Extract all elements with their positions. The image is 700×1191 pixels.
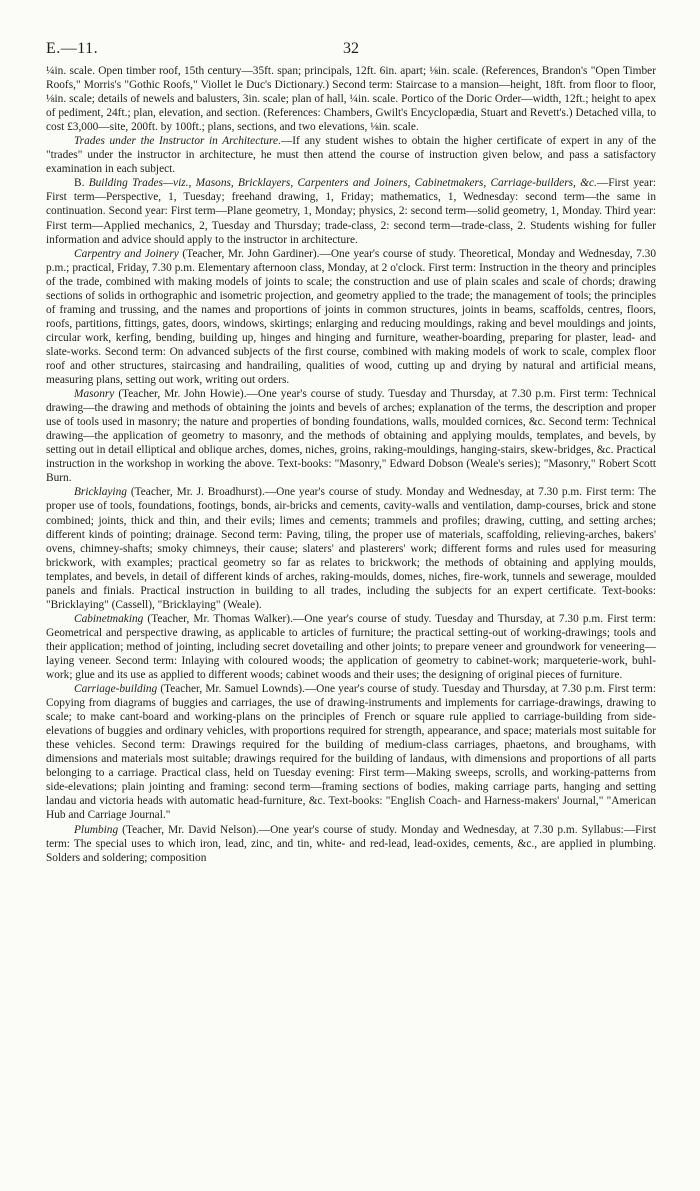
document-page	[46, 40, 656, 865]
section-heading: Cabinetmaking	[74, 612, 144, 625]
text-run: (Teacher, Mr. David Nelson).—One year's course of study. Monday and Wednesday, at 7.30 p.m. Syllabus:—First term: The special uses to which iron, lead, zinc, and tin, white- and red-lead, lead-oxides, cements, &c., are applied in plumbing. Solders and soldering; composition	[46, 823, 656, 864]
section-heading: Masonry	[74, 388, 115, 401]
section-heading: Carpentry and Joinery	[74, 247, 179, 260]
section-heading: Building Trades—viz., Masons, Bricklayers, Carpenters and Joiners, Cabinetmakers, Carriage-builders, &c.	[88, 177, 597, 190]
body-text	[46, 64, 656, 865]
text-run: (Teacher, Mr. J. Broadhurst).—One year's course of study. Monday and Wednesday, at 7.30 p.m. First term: The proper use of tools, foundations, footings, bonds, air-bricks and cements, cavity-walls and ventilation, damp-courses, brick and stone combined; joints, thick and thin, and their evils; limes and cements; trammels and profiles; drawing, cutting, and setting arches; different kinds of pointing; drainage. Second term: Paving, tiling, the proper use of materials, scaffolding, relieving-arches, bakers' ovens, chimney-shafts; smoky chimneys, their cause; slaters' and plasterers' work; different forms and rules used for measuring brickwork, with examples; practical geometry so far as relates to brickwork; the methods of obtaining and applying moulds, templates, and bevels, in detail of different kinds of arches, raking-moulds, domes, niches, fire-work, tunnels and sewerage, moulded panels and finials. Practical instruction in building to all trades, including the subjects for an expert certificate. Text-books: "Bricklaying" (Cassell), "Bricklaying" (Weale).	[46, 486, 656, 611]
text-run: (Teacher, Mr. John Gardiner).—One year's course of study. Theoretical, Monday and Wednesday, 7.30 p.m.; practical, Friday, 7.30 p.m. Elementary afternoon class, Monday, at 2 o'clock. First term: Instruction in the theory and principles of the trade, combined with making models of joints to scale; the construction and use of plain scales and scale of chords; drawing sections of solids in orthographic and isometric projection, and geometry applied to the trade; the management of tools; the principles of framing and trussing, and the names and proportions of joints in common structures, joints in beams, scaffolds, centres, floors, roofs, partitions, fittings, gates, doors, windows, skirtings; enlarging and reducing mouldings, raking and bevel mouldings and joints, circular work, kerfing, bending, building up, hinges and hinging and furniture, weather-boarding, preparing for plaster, lead- and slate-works. Second term: On advanced subjects of the first course, combined with making models of work to scale, complex floor roof and other structures, staircasing and handrailing, qualities of wood, cutting up and drying by natural and artificial means, measuring plans, setting out work, writing out orders.	[46, 247, 656, 387]
section-heading: Trades under the Instructor in Architecture.	[74, 135, 281, 148]
page-header	[46, 40, 656, 64]
text-run: (Teacher, Mr. John Howie).—One year's course of study. Tuesday and Thursday, at 7.30 p.m. First term: Technical drawing—the drawing and methods of obtaining the joints and bevels of arches; explanation of the terms, the description and proper use of tools used in masonry; the nature and properties of bonding foundations, walls, moulded cornices, &c. Second term: Technical drawing—the application of geometry to masonry, and the methods of obtaining and applying moulds, templates, and bevels, by setting out in detail elliptical and oblique arches, domes, niches, groins, raking-mouldings, hanging-stairs, skew-bridges, &c. Practical instruction in the workshop in working the above. Text-books: "Masonry," Edward Dobson (Weale's series); "Masonry," Robert Scott Burn.	[46, 388, 656, 485]
paragraph-masonry	[46, 387, 656, 485]
text-run: —First year: First term—Perspective, 1, Tuesday; freehand drawing, 1, Friday; mathematics, 1, Wednesday: second term—the same in continuation. Second year: First term—Plane geometry, 1, Monday; physics, 2: second term—solid geometry, 1, Monday. Third year: First term—Applied mechanics, 2, Tuesday and Thursday; trade-class, 2: second term—trade-class, 2. Students wishing for fuller information and advice should apply to the instructor in architecture.	[46, 177, 656, 246]
section-heading: Carriage-building	[74, 683, 158, 696]
document-reference: E.—11.	[46, 40, 99, 57]
paragraph-building-trades	[46, 176, 656, 246]
text-run: —If any student wishes to obtain the higher certificate of expert in any of the "trades" under the instructor in architecture, he must then attend the course of instruction given below, and pass a satisfactory examination in each subject.	[46, 135, 656, 176]
text-run: (Teacher, Mr. Samuel Lownds).—One year's course of study. Tuesday and Thursday, at 7.30 p.m. First term: Copying from diagrams of buggies and carriages, the use of drawing-instruments and implements for carriage-drawings, drawing to scale; to make cant-board and working-plans on the principles of French or square rule applied to carriage-building from side-elevations of buggies and ordinary vehicles, with proportions required for strength, appearance, and space; materials most suitable for these vehicles. Second term: Drawings required for the building of medium-class carriages, phaetons, and broughams, with dimensions and materials most suitable; drawings required for the building of landaus, with dimensions and proportions of all parts belonging to a carriage. Practical class, held on Tuesday evening: First term—Making sweeps, scrolls, and working-patterns from side-elevations; plain jointing and framing: second term—framing sections of bodies, making carriage parts, hanging and setting landau and victoria heads with automatic head-furniture, &c. Text-books: "English Coach- and Harness-makers' Journal," "American Hub and Carriage Journal."	[46, 683, 656, 822]
paragraph-architecture-continuation	[46, 64, 656, 134]
paragraph-cabinetmaking	[46, 612, 656, 682]
page-number: 32	[343, 40, 359, 57]
section-heading: Bricklaying	[74, 486, 127, 499]
paragraph-trades-under-instructor	[46, 134, 656, 176]
text-run: (Teacher, Mr. Thomas Walker).—One year's course of study. Tuesday and Thursday, at 7.30 p.m. First term: Geometrical and perspective drawing, as applicable to articles of furniture; the practical setting-out of working-drawings; tools and their application; method of jointing, including secret dovetailing and other joints; to prepare veneer and groundwork for veneering—laying veneer. Second term: Inlaying with coloured woods; the application of geometry to cabinet-work; marqueterie-work, buhl-work; glue and its use as applied to different woods; cabinet woods and their uses; the designing of original pieces of furniture.	[46, 612, 656, 682]
text-run: ¼in. scale. Open timber roof, 15th century—35ft. span; principals, 12ft. 6in. apart; ⅛in. scale. (References, Brandon's "Open Timber Roofs," Morris's "Gothic Roofs," Viollet le Duc's Dictionary.) Second term: Staircase to a mansion—height, 18ft. from floor to floor, ⅛in. scale; details of newels and balusters, 3in. scale; plan of hall, ¼in. scale. Portico of the Doric Order—width, 12ft.; height to apex of pediment, 24ft.; plan, elevation, and section. (References: Chambers, Gwilt's Encyclopædia, Stuart and Revett's.) Detached villa, to cost £3,000—site, 200ft. by 100ft.; plans, sections, and two elevations, ⅛in. scale.	[46, 65, 656, 134]
paragraph-carpentry-joinery	[46, 247, 656, 387]
paragraph-carriage-building	[46, 682, 656, 822]
section-letter: B.	[74, 177, 89, 190]
paragraph-plumbing	[46, 823, 656, 865]
section-heading: Plumbing	[74, 823, 119, 836]
paragraph-bricklaying	[46, 485, 656, 611]
